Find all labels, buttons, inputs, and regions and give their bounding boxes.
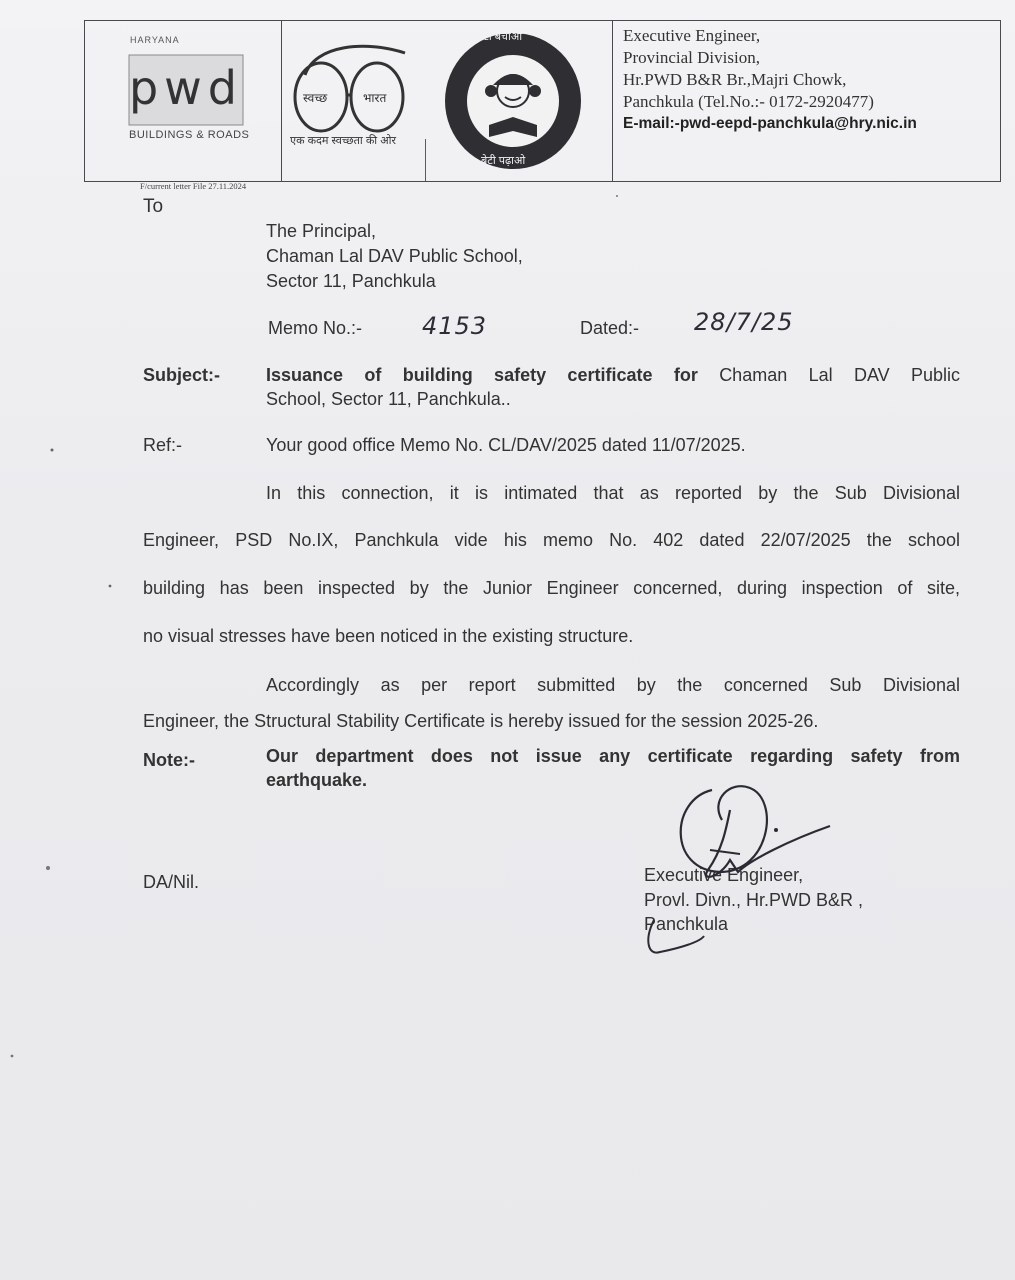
ref-label: Ref:- <box>143 435 183 455</box>
subject-bold: Issuance of building safety certificate for <box>266 365 698 385</box>
note-line: Our department does not issue any certificate regarding safety from <box>266 746 960 766</box>
note-line: earthquake. <box>266 770 368 790</box>
recipient-line: Sector 11, Panchkula <box>266 271 436 291</box>
address-line: Executive Engineer, <box>623 26 761 45</box>
date-label: Dated:- <box>580 318 640 338</box>
recipient-line: Chaman Lal DAV Public School, <box>266 246 523 266</box>
beti-top-text: बेटी बचाओ <box>477 31 523 43</box>
para1-line: no visual stresses have been noticed in the existing structure. <box>143 626 634 646</box>
memo-date: 28/7/25 <box>694 308 794 336</box>
address-line: Provincial Division, <box>623 48 760 67</box>
swachh-right-text: भारत <box>363 91 387 105</box>
state-label: HARYANA <box>130 35 180 45</box>
subject-rest: Chaman Lal DAV Public <box>719 365 960 385</box>
signatory-line: Panchkula <box>644 914 729 934</box>
subject-label: Subject:- <box>143 365 221 385</box>
subject-line: School, Sector 11, Panchkula.. <box>266 389 511 409</box>
beti-bottom-text: बेटी पढ़ाओ <box>481 155 526 167</box>
para1-line: Engineer, PSD No.IX, Panchkula vide his memo No. 402 dated 22/07/2025 the school <box>143 530 960 550</box>
memo-number: 4153 <box>422 312 488 340</box>
pwd-logo-text: pwd <box>128 61 244 115</box>
enclosure-label: DA/Nil. <box>143 872 200 892</box>
signatory-line: Provl. Divn., Hr.PWD B&R , <box>644 890 864 910</box>
signatory-line: Executive Engineer, <box>644 865 804 885</box>
letterhead-email: E-mail:-pwd-eepd-panchkula@hry.nic.in <box>623 115 917 132</box>
ref-text: Your good office Memo No. CL/DAV/2025 dated 11/07/2025. <box>266 435 746 455</box>
memo-label: Memo No.:- <box>268 318 363 338</box>
swachh-left-text: स्वच्छ <box>303 91 328 105</box>
para1-line: In this connection, it is intimated that as reported by the Sub Divisional <box>266 483 960 503</box>
to-label: To <box>143 196 164 217</box>
para2-line: Accordingly as per report submitted by the concerned Sub Divisional <box>266 675 960 695</box>
address-line: Hr.PWD B&R Br.,Majri Chowk, <box>623 70 847 89</box>
recurrent-file-note: F/current letter File 27.11.2024 <box>140 181 247 191</box>
dept-tagline: BUILDINGS & ROADS <box>129 129 250 141</box>
address-line: Panchkula (Tel.No.:- 0172-2920477) <box>623 92 874 111</box>
para1-line: building has been inspected by the Junior Engineer concerned, during inspection of site, <box>143 578 960 598</box>
swachh-tagline: एक कदम स्वच्छता की ओर <box>290 135 396 147</box>
recipient-line: The Principal, <box>266 221 377 241</box>
note-label: Note:- <box>143 750 195 770</box>
para2-line: Engineer, the Structural Stability Certificate is hereby issued for the session 2025-26. <box>143 711 819 731</box>
